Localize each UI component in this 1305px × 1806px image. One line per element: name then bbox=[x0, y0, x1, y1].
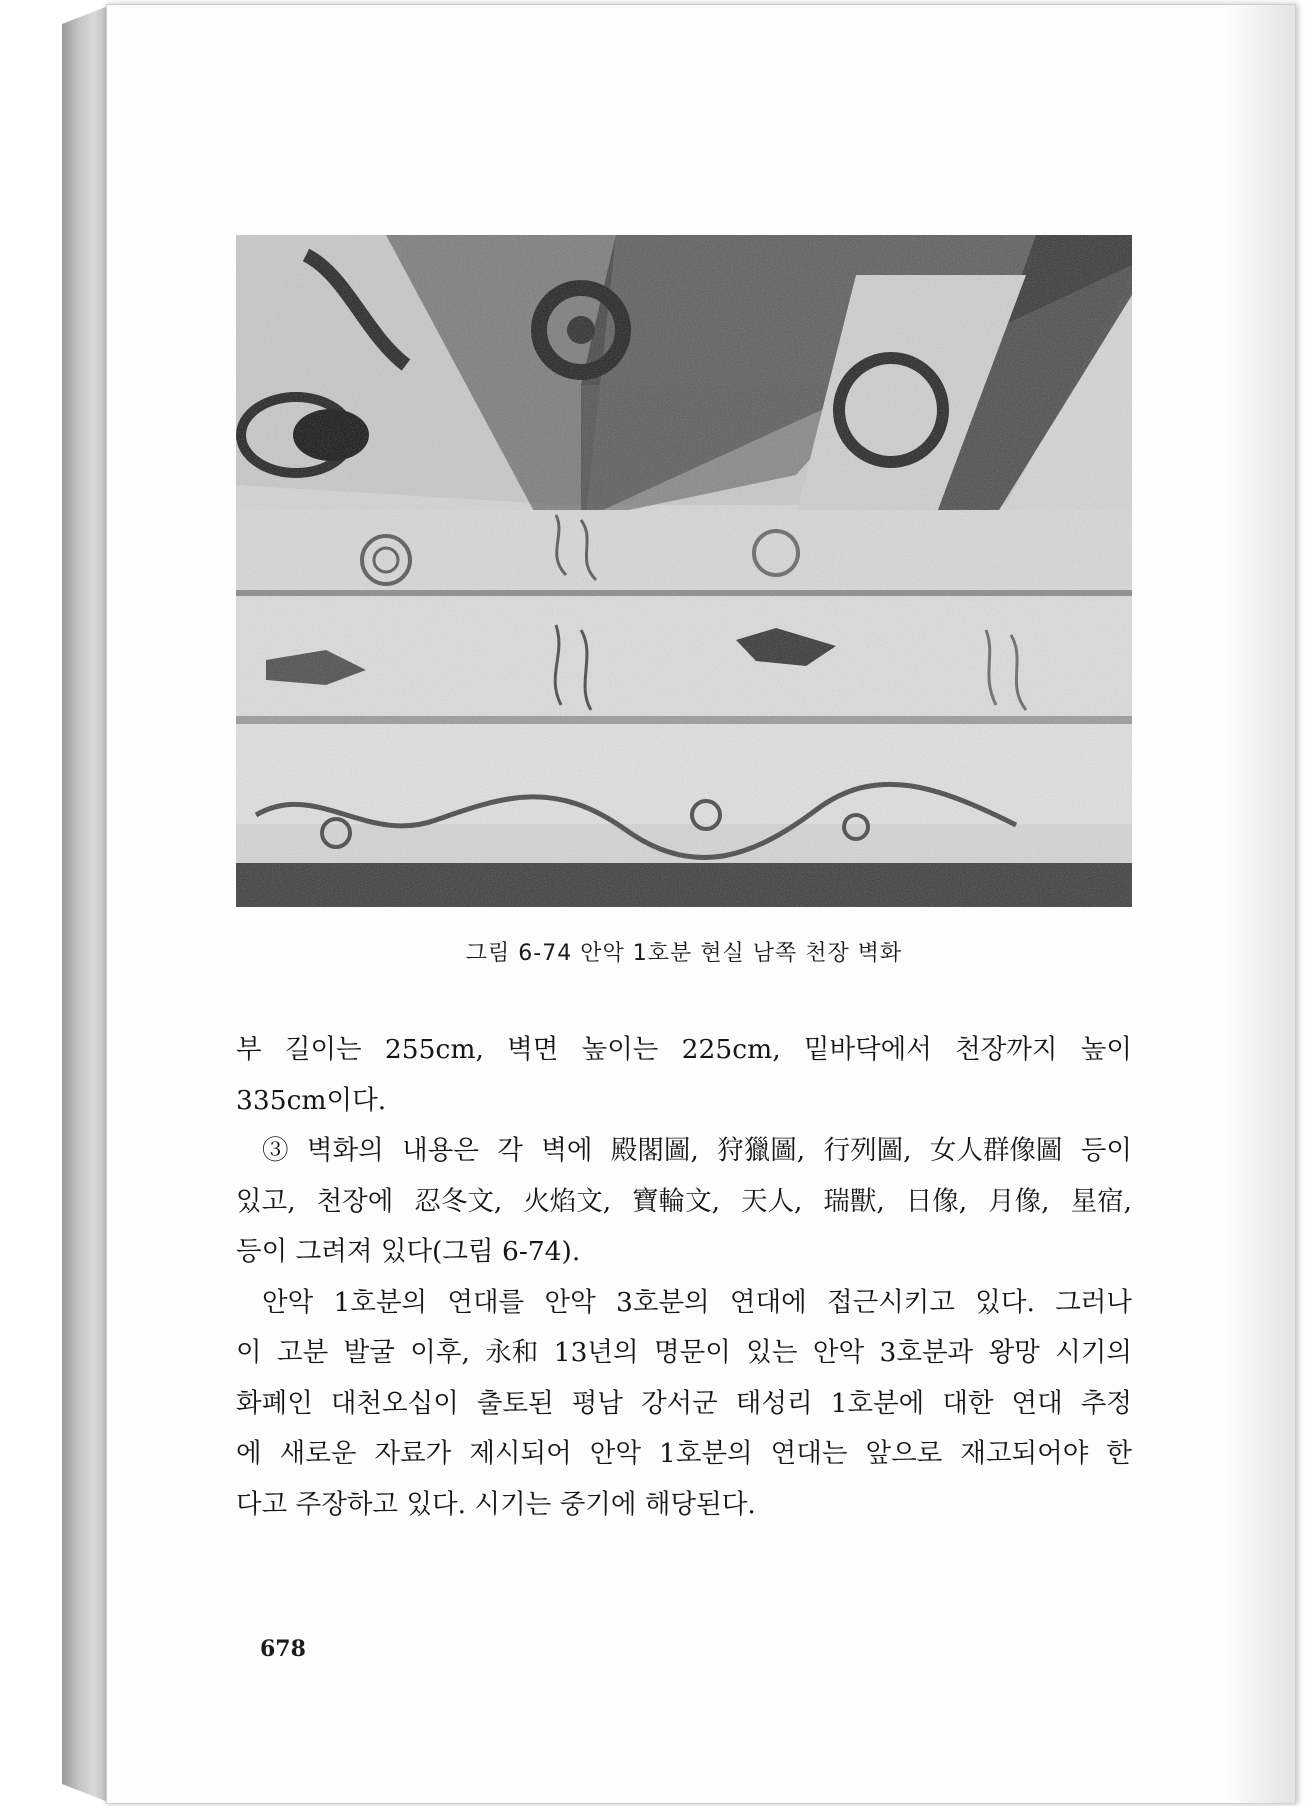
page-number: 678 bbox=[260, 1636, 306, 1662]
text-line-content: 에 새로운 자료가 제시되어 안악 1호분의 연대는 앞으로 재고되어야 한 bbox=[236, 1438, 1132, 1469]
text-line-content: 부 길이는 255cm, 벽면 높이는 225cm, 밑바닥에서 천장까지 높이 bbox=[236, 1034, 1132, 1065]
mural-photograph bbox=[236, 235, 1132, 907]
text-line bbox=[236, 1278, 1132, 1329]
body-text bbox=[236, 1025, 1132, 1530]
text-line bbox=[236, 1379, 1132, 1430]
text-line-content: ③ 벽화의 내용은 각 벽에 殿閣圖, 狩獵圖, 行列圖, 女人群像圖 등이 bbox=[262, 1135, 1132, 1166]
text-line-content: 335cm이다. bbox=[236, 1084, 387, 1116]
ceiling-mural-illustration bbox=[236, 235, 1132, 907]
page-shadow bbox=[1225, 5, 1295, 1803]
text-line bbox=[236, 1177, 1132, 1228]
text-line-content: 있고, 천장에 忍冬文, 火焰文, 寶輪文, 天人, 瑞獸, 日像, 月像, 星宿, bbox=[236, 1185, 1132, 1217]
figure-caption: 그림 6-74 안악 1호분 현실 남쪽 천장 벽화 bbox=[465, 941, 903, 966]
text-line bbox=[236, 1076, 1132, 1127]
text-line bbox=[236, 1429, 1132, 1480]
text-line-content: 화폐인 대천오십이 출토된 평남 강서군 태성리 1호분에 대한 연대 추정 bbox=[236, 1387, 1132, 1419]
text-line bbox=[236, 1227, 1132, 1278]
text-line-content: 다고 주장하고 있다. 시기는 중기에 해당된다. bbox=[236, 1488, 756, 1520]
text-line bbox=[236, 1025, 1132, 1076]
text-line bbox=[236, 1126, 1132, 1177]
book-page-edge bbox=[62, 6, 108, 1802]
text-line bbox=[236, 1480, 1132, 1531]
text-line-content: 등이 그려져 있다(그림 6-74). bbox=[236, 1236, 581, 1267]
text-line-content: 안악 1호분의 연대를 안악 3호분의 연대에 접근시키고 있다. 그러나 bbox=[262, 1286, 1132, 1318]
text-line bbox=[236, 1328, 1132, 1379]
text-line-content: 이 고분 발굴 이후, 永和 13년의 명문이 있는 안악 3호분과 왕망 시기의 bbox=[236, 1337, 1132, 1368]
